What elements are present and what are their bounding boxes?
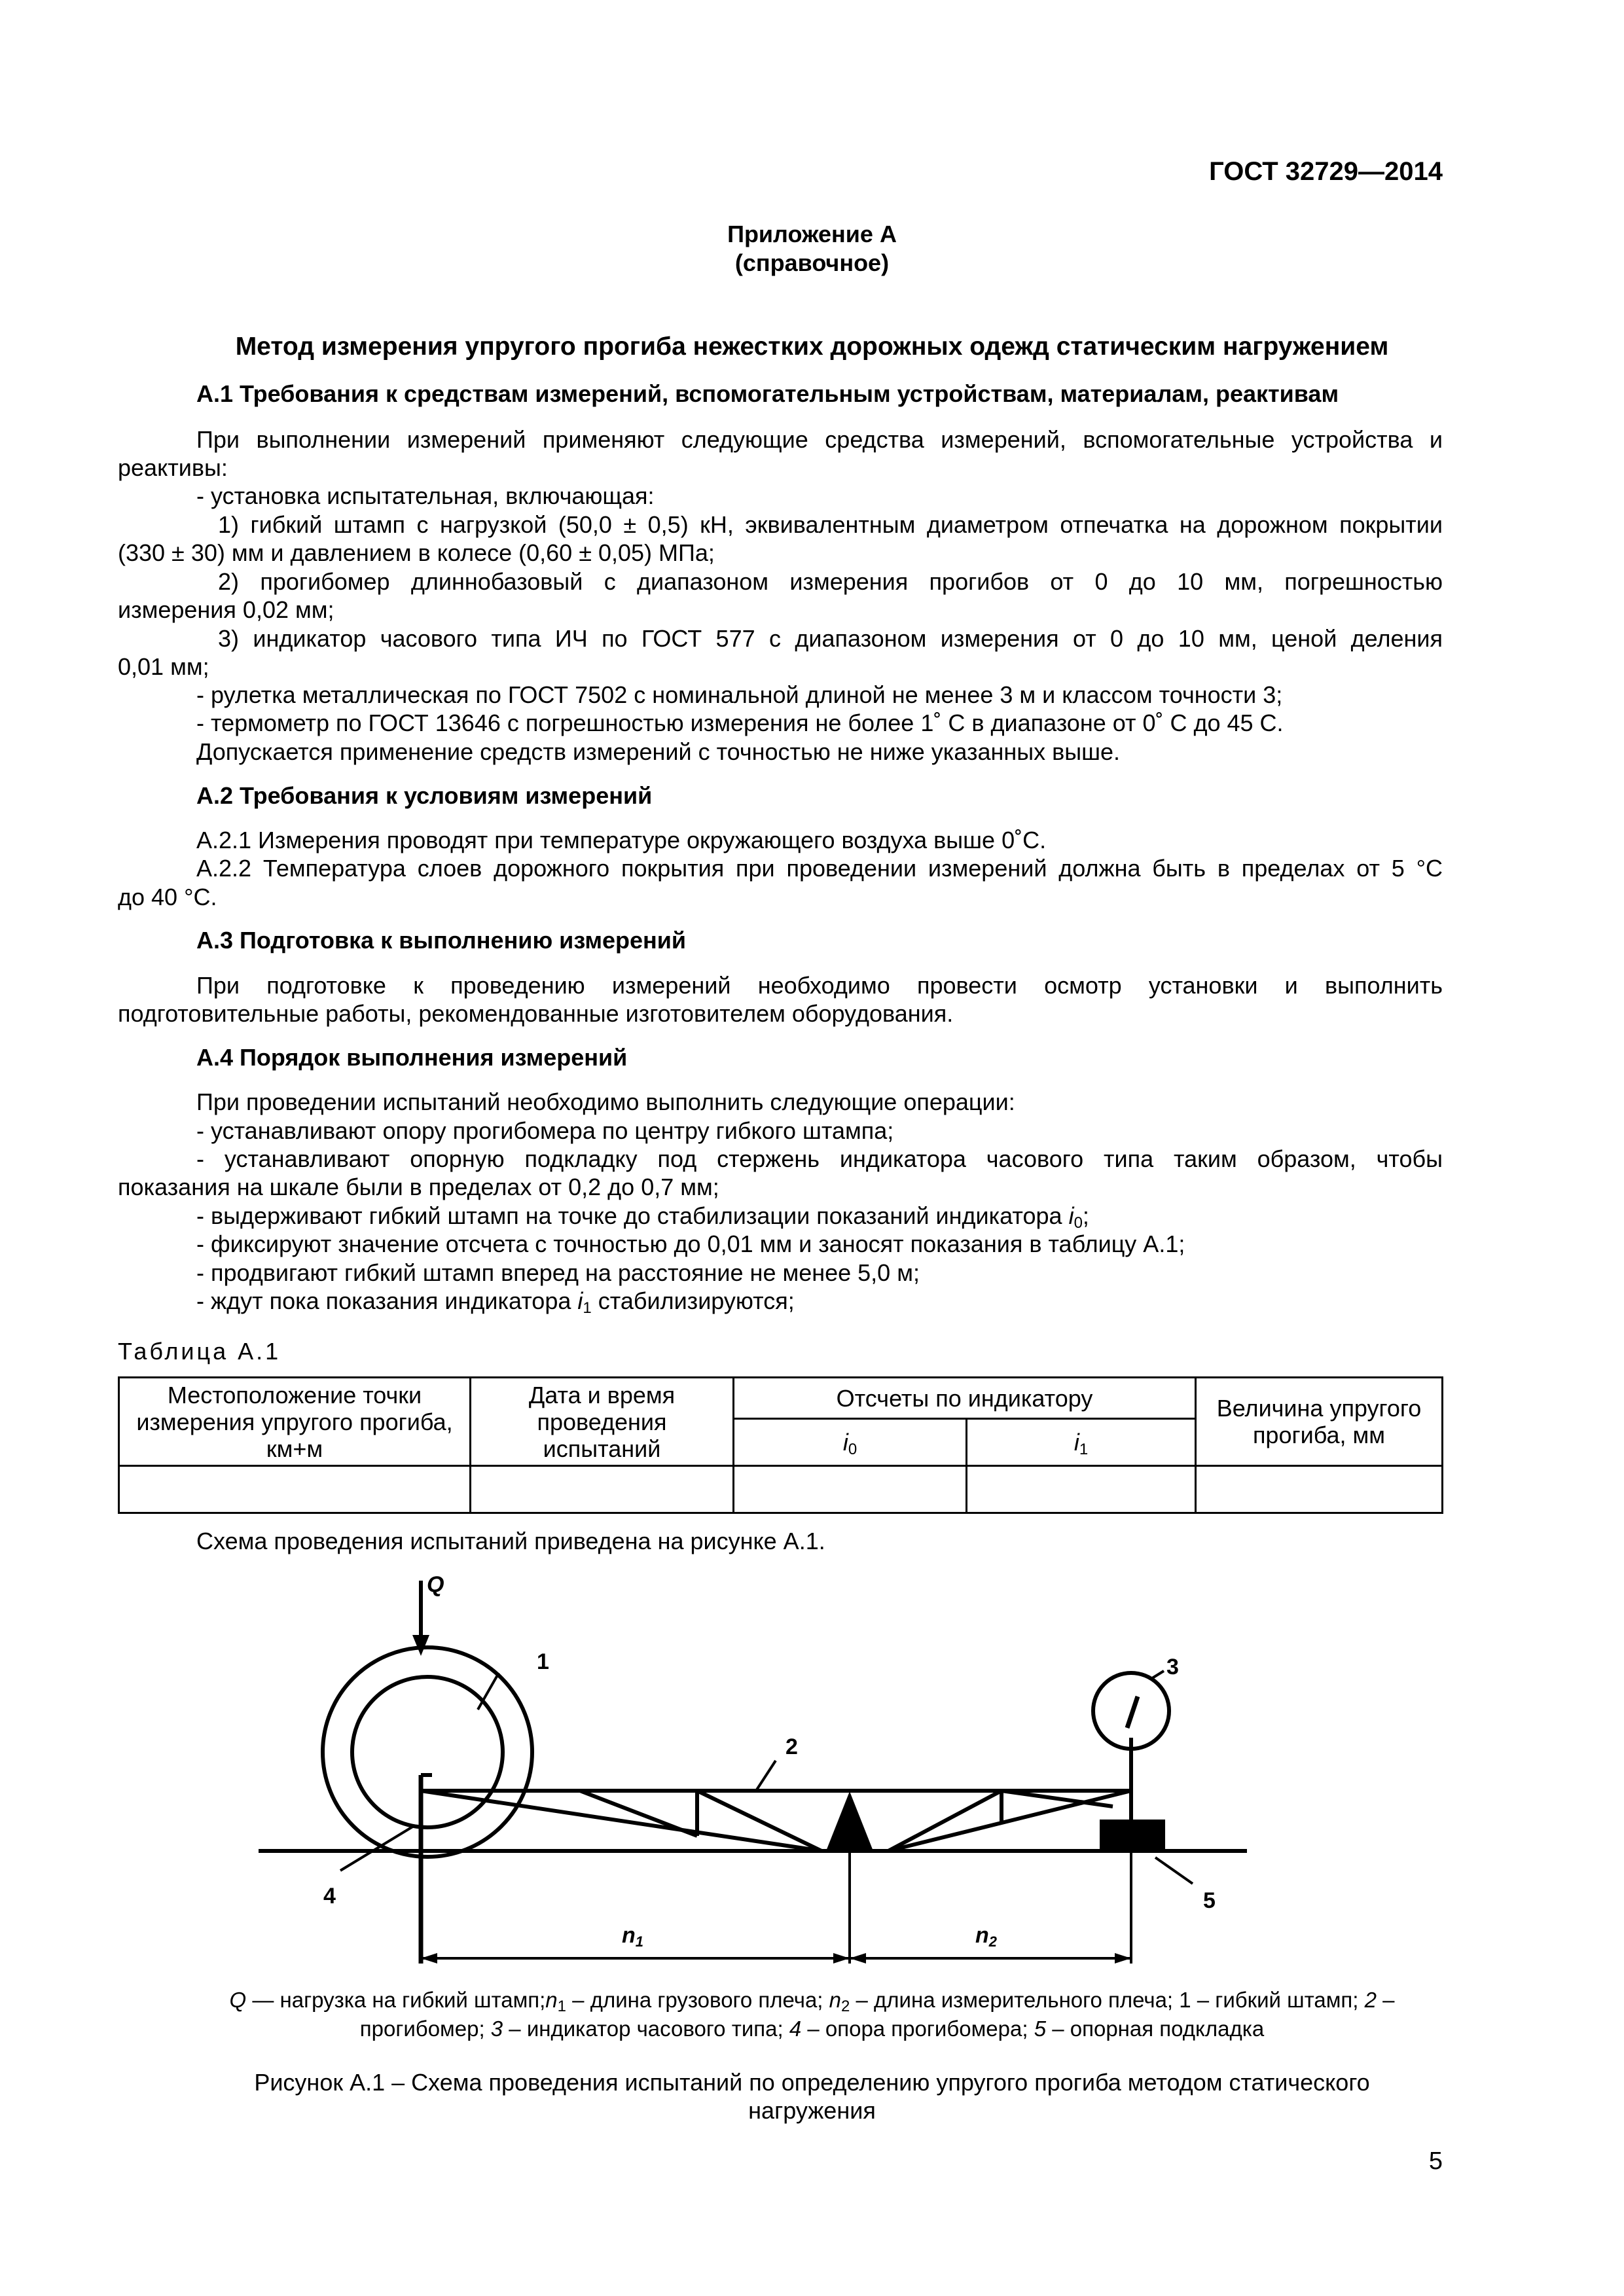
a1-intro-line1: При выполнении измерений применяют следующие средства измерений, вспомогательные устройства и (196, 426, 1443, 453)
dimension-arrow (850, 1953, 866, 1964)
label-3: 3 (1166, 1655, 1179, 1679)
section-a1-heading: А.1 Требования к средствам измерений, вспомогательным устройствам, материалам, реактивам (196, 380, 1339, 407)
leader-1 (478, 1673, 499, 1710)
a4-op2-line1: - устанавливают опорную подкладку под стержень индикатора часового типа таким образом, чтобы (196, 1145, 1443, 1172)
a4-op6: - ждут пока показания индикатора $i_1$ стабилизируются; (196, 1287, 795, 1317)
a4-intro: При проведении испытаний необходимо выполнить следующие операции: (196, 1088, 1015, 1115)
label-4: 4 (323, 1884, 336, 1909)
a1-item1-line1: 1) гибкий штамп с нагрузкой (50,0 ± 0,5) кН, эквивалентным диаметром отпечатка на дорожном покрытии (218, 511, 1443, 538)
page-number: 5 (1428, 2147, 1443, 2175)
section-a4-heading: А.4 Порядок выполнения измерений (196, 1044, 628, 1071)
table-cell-empty (119, 1466, 471, 1513)
a1-item-install: - установка испытательная, включающая: (196, 482, 655, 509)
test-scheme-figure (0, 1558, 1624, 1990)
annex-subtitle: (справочное) (734, 249, 890, 276)
table-cell-empty (967, 1466, 1196, 1513)
col-header-value: Величина упругого прогиба, мм (1196, 1378, 1443, 1466)
section-a2-heading: А.2 Требования к условиям измерений (196, 782, 653, 809)
col-header-datetime: Дата и время проведения испытаний (471, 1378, 734, 1466)
table-cell-empty (471, 1466, 734, 1513)
label-1: 1 (537, 1649, 549, 1674)
scheme-reference: Схема проведения испытаний приведена на рисунке А.1. (196, 1528, 825, 1554)
a1-item-tape: - рулетка металлическая по ГОСТ 7502 с номинальной длиной не менее 3 м и классом точности 3; (196, 681, 1283, 708)
figure-caption-line2: нагружения (748, 2097, 876, 2124)
document-id: ГОСТ 32729—2014 (1209, 157, 1443, 186)
a2-p2-line1: А.2.2 Температура слоев дорожного покрытия при проведении измерений должна быть в пределах от 5 °С (196, 855, 1443, 882)
label-load-q: Q (427, 1572, 444, 1597)
a4-op3: - выдерживают гибкий штамп на точке до стабилизации показаний индикатора $i_0$; (196, 1202, 1089, 1232)
col-header-location: Местоположение точки измерения упругого прогиба, км+м (119, 1378, 471, 1466)
label-2: 2 (785, 1734, 798, 1759)
table-cell-empty (734, 1466, 967, 1513)
a2-p1: А.2.1 Измерения проводят при температуре окружающего воздуха выше 0˚С. (196, 827, 1047, 853)
load-arrow-head (412, 1635, 429, 1656)
dimension-arrow (833, 1953, 850, 1964)
figure-legend-line2: прогибомер; 3 – индикатор часового типа; 4 – опора прогибомера; 5 – опорная подкладка (359, 2017, 1265, 2041)
a4-op2-line2: показания на шкале были в пределах от 0,2 до 0,7 мм; (118, 1174, 719, 1200)
leader-3 (1150, 1671, 1164, 1679)
section-a3-heading: А.3 Подготовка к выполнению измерений (196, 927, 686, 954)
label-n2: n2 (975, 1923, 998, 1950)
figure-caption-line1: Рисунок А.1 – Схема проведения испытаний по определению упругого прогиба методом статического (254, 2069, 1370, 2096)
a2-p2-line2: до 40 °С. (118, 884, 217, 910)
a4-op1: - устанавливают опору прогибомера по центру гибкого штампа; (196, 1117, 894, 1144)
pivot-support (826, 1791, 873, 1851)
leader-4 (340, 1826, 414, 1871)
table-caption: Таблица А.1 (118, 1338, 281, 1365)
leader-5 (1155, 1857, 1193, 1884)
leader-2 (756, 1761, 776, 1791)
a1-item3-line2: 0,01 мм; (118, 653, 209, 680)
measurements-table (118, 1376, 1443, 1514)
dial-needle (1127, 1696, 1138, 1728)
col-header-i1: $i_1$ (967, 1419, 1196, 1466)
a1-item1-line2: (330 ± 30) мм и давлением в колесе (0,60 ± 0,05) МПа; (118, 539, 715, 566)
col-header-i0: $i_0$ (734, 1419, 967, 1466)
stamp-inner-ring (352, 1677, 503, 1827)
support-pad (1100, 1820, 1165, 1851)
a3-p-line2: подготовительные работы, рекомендованные изготовителем оборудования. (118, 1000, 954, 1027)
main-title: Метод измерения упругого прогиба нежестких дорожных одежд статическим нагружением (235, 332, 1389, 361)
a1-item2-line2: измерения 0,02 мм; (118, 596, 334, 623)
dimension-arrow (421, 1953, 437, 1964)
beam-bottom-chord-right (888, 1791, 1131, 1851)
label-n1: n1 (622, 1923, 644, 1950)
a1-allowed: Допускается применение средств измерений с точностью не ниже указанных выше. (196, 738, 1121, 765)
a4-op5: - продвигают гибкий штамп вперед на расстояние не менее 5,0 м; (196, 1259, 920, 1286)
dimension-arrow (1115, 1953, 1131, 1964)
figure-legend-line1: Q — нагрузка на гибкий $штамп;n_1$ – длина грузового плеча; $n_2$ – длина измерительного плеча; 1 – гибкий штамп; 2 – (229, 1988, 1395, 2015)
a1-item3-line1: 3) индикатор часового типа ИЧ по ГОСТ 577 с диапазоном измерения от 0 до 10 мм, ценой деления (218, 625, 1443, 652)
a1-intro-line2: реактивы: (118, 454, 228, 481)
beam-brace (580, 1791, 697, 1836)
a3-p-line1: При подготовке к проведению измерений необходимо провести осмотр установки и выполнить (196, 972, 1443, 999)
a4-op4: - фиксируют значение отсчета с точностью до 0,01 мм и заносят показания в таблицу А.1; (196, 1230, 1185, 1257)
table-cell-empty (1196, 1466, 1443, 1513)
a1-item2-line1: 2) прогибомер длиннобазовый с диапазоном измерения прогибов от 0 до 10 мм, погрешностью (218, 568, 1443, 595)
col-header-readings: Отсчеты по индикатору (734, 1378, 1196, 1419)
beam-brace (888, 1791, 1001, 1851)
label-5: 5 (1203, 1888, 1216, 1913)
annex-title: Приложение А (727, 221, 897, 247)
a1-item-thermometer: - термометр по ГОСТ 13646 с погрешностью измерения не более 1˚ С в диапазоне от 0˚ С до 45 С. (196, 709, 1284, 736)
